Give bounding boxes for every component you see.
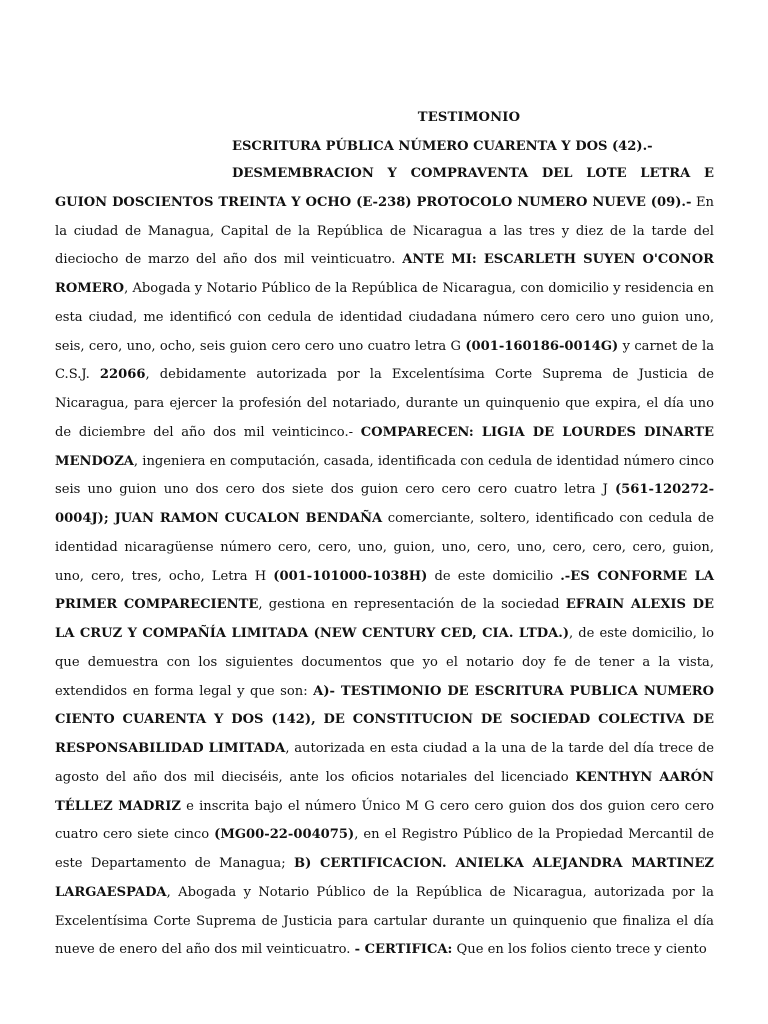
body-run-bold: B) CERTIFICACION. ANIELKA ALEJANDRA MARTINEZ LARGAESPADA [55,856,714,900]
body-run: , ingeniera en computación, casada, identificada con cedula de identidad número cinco seis uno guion uno dos cero dos siete dos guion cero cero cero cuatro letra J [55,453,714,498]
body-run: , en el Registro Público de la Propiedad Mercantil de este Departamento de Managua; [55,827,715,871]
body-run: e inscrita bajo el número Único M G cero cero guion dos dos guion cero cero cuatro cero siete cinco [55,798,715,843]
body-run-bold: (MG00-22-004075) [214,827,355,843]
body-run: de este domicilio [427,568,561,584]
body-run: , Abogada y Notario Público de la República de Nicaragua, con domicilio y residencia en esta ciudad, me identificó con cedula de identidad ciudadana número cero cero uno guion uno, seis, cero, uno, ocho, seis guion cero cero uno cuatro letra G [55,281,714,354]
body-run-bold: KENTHYN AARÓN TÉLLEZ MADRIZ [55,769,714,814]
body-run-bold: 22066 [99,367,146,383]
body-run-bold: (001-160186-0014G) [465,338,619,354]
body-run: comerciante, soltero, identificado con cedula de identidad nicaragüense número cero, cero, uno, guion, uno, cero, uno, cero, cero, cero, guion, uno, cero, tres, ocho, Letra H [55,511,714,584]
body-run: y carnet de la C.S.J. [55,338,715,383]
body-run-bold: DESMEMBRACION Y COMPRAVENTA DEL LOTE LETRA E GUION DOSCIENTOS TREINTA Y OCHO (E-238) PROTOCOLO NUMERO NUEVE (09).- [55,166,714,210]
body-run: , gestiona en representación de la sociedad [258,597,566,613]
body-run: Que en los folios ciento trece y ciento [452,942,707,958]
body-run-bold: COMPARECEN: LIGIA DE LOURDES DINARTE MENDOZA [55,424,714,469]
document-subtitle: ESCRITURA PÚBLICA NÚMERO CUARENTA Y DOS (42).- [232,139,653,154]
body-run: , autorizada en esta ciudad a la una de la tarde del día trece de agosto del año dos mil dieciséis, ante los oficios notariales del licenciado [55,741,714,785]
document-title [0,110,768,125]
body-run: , de este domicilio, lo que demuestra con los siguientes documentos que yo el notario doy fe de tener a la vista, extendidos en forma legal y que son: [55,626,715,699]
body-run-bold: A)- TESTIMONIO DE ESCRITURA PUBLICA NUMERO CIENTO CUARENTA Y DOS (142), DE CONSTITUCION DE SOCIEDAD COLECTIVA DE RESPONSABILIDAD LIMITADA [55,683,714,756]
document-title-text: TESTIMONIO [417,110,521,125]
document-body [55,160,714,965]
body-run: , Abogada y Notario Público de la República de Nicaragua, autorizada por la Excelentísima Corte Suprema de Justicia para cartular durante un quinquenio que finaliza el día nueve de enero del año dos mil veinticuatro. [55,884,714,958]
body-run-bold: EFRAIN ALEXIS DE LA CRUZ Y COMPAÑÍA LIMITADA (NEW CENTURY CED, CIA. LTDA.) [55,597,714,641]
body-run-bold: (561-120272-0004J); JUAN RAMON CUCALON BENDAÑA [55,482,714,526]
body-run-bold: - CERTIFICA: [354,942,453,958]
body-run-bold: .-ES CONFORME LA PRIMER COMPARECIENTE [55,568,715,613]
body-run: En la ciudad de Managua, Capital de la República de Nicaragua a las tres y diez de la tarde del dieciocho de marzo del año dos mil veinticuatro. [55,194,714,268]
body-run: , debidamente autorizada por la Excelentísima Corte Suprema de Justicia de Nicaragua, para ejercer la profesión del notariado, durante un quinquenio que expira, el día uno de diciembre del año dos mil veinticinco.- [55,367,715,440]
body-run-bold: ANTE MI: ESCARLETH SUYEN O'CONOR ROMERO [55,252,715,296]
body-run-bold: (001-101000-1038H) [273,568,428,584]
